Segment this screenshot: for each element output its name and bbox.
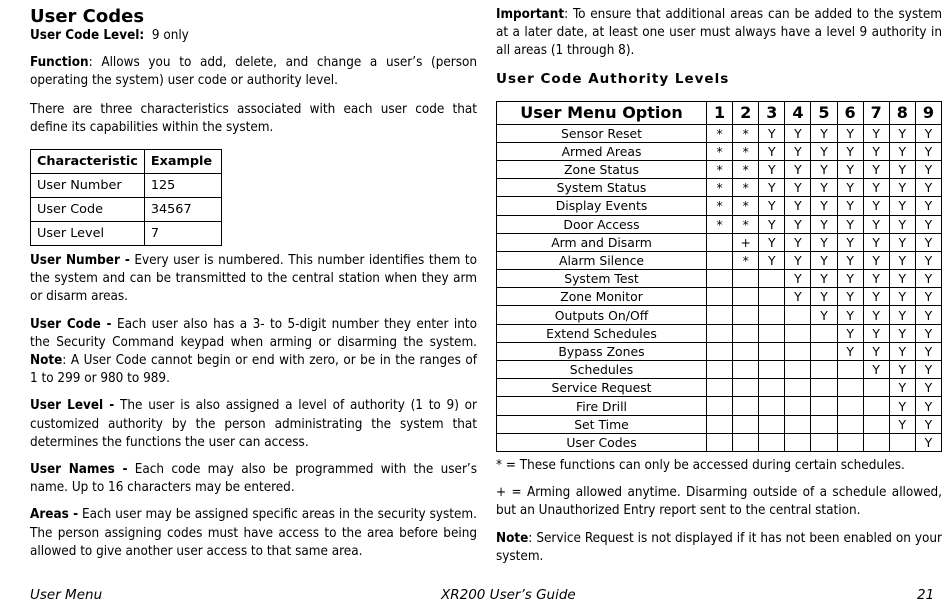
table-cell: User Code xyxy=(31,198,145,222)
level-cell: Y xyxy=(915,215,941,233)
level-cell: Y xyxy=(889,379,915,397)
level-cell: Y xyxy=(759,124,785,142)
level-cell: Y xyxy=(915,233,941,251)
level-cell: Y xyxy=(915,197,941,215)
page-title: User Codes xyxy=(30,6,145,27)
level-cell: Y xyxy=(811,306,837,324)
level-cell: Y xyxy=(785,233,811,251)
header-level-1: 1 xyxy=(707,101,733,124)
level-cell: Y xyxy=(889,342,915,360)
table-row xyxy=(497,397,942,415)
authority-levels-table xyxy=(496,101,942,452)
level-cell xyxy=(707,379,733,397)
level-cell xyxy=(707,433,733,451)
level-cell xyxy=(759,342,785,360)
level-cell xyxy=(733,306,759,324)
level-cell: Y xyxy=(889,197,915,215)
authority-table-body xyxy=(497,124,942,451)
function-paragraph xyxy=(30,54,477,90)
level-cell: Y xyxy=(889,288,915,306)
level-cell: Y xyxy=(889,233,915,251)
level-cell: Y xyxy=(889,215,915,233)
level-cell xyxy=(707,270,733,288)
left-column xyxy=(30,0,477,561)
table-row xyxy=(31,198,222,222)
header-level-3: 3 xyxy=(759,101,785,124)
table-row xyxy=(497,160,942,178)
note-label: Note xyxy=(496,530,529,546)
level-cell: Y xyxy=(915,288,941,306)
level-cell: * xyxy=(707,197,733,215)
level-cell xyxy=(733,288,759,306)
level-cell: Y xyxy=(863,324,889,342)
level-cell xyxy=(837,361,863,379)
function-text: : Allows you to add, delete, and change a user’s (person operating the system) user code or authority level. xyxy=(30,55,477,89)
user-code-level xyxy=(30,27,477,45)
level-cell xyxy=(785,324,811,342)
level-cell: Y xyxy=(863,142,889,160)
table-row xyxy=(31,222,222,246)
level-cell: Y xyxy=(915,361,941,379)
level-cell: Y xyxy=(889,179,915,197)
level-cell: Y xyxy=(759,160,785,178)
table-cell: 34567 xyxy=(144,198,221,222)
level-cell: Y xyxy=(889,251,915,269)
level-cell: Y xyxy=(889,415,915,433)
option-name-cell: Arm and Disarm xyxy=(497,233,707,251)
level-cell: Y xyxy=(811,251,837,269)
level-cell: Y xyxy=(759,179,785,197)
table-cell: 125 xyxy=(144,174,221,198)
level-cell xyxy=(733,379,759,397)
level-cell xyxy=(759,306,785,324)
level-cell xyxy=(707,324,733,342)
level-cell xyxy=(785,397,811,415)
level-cell: Y xyxy=(889,142,915,160)
header-level-8: 8 xyxy=(889,101,915,124)
table-row xyxy=(497,342,942,360)
level-cell xyxy=(759,288,785,306)
option-name-cell: Alarm Silence xyxy=(497,251,707,269)
level-cell: Y xyxy=(915,270,941,288)
level-cell xyxy=(863,379,889,397)
level-cell: Y xyxy=(837,179,863,197)
level-cell: * xyxy=(707,215,733,233)
level-cell xyxy=(707,342,733,360)
level-cell: Y xyxy=(811,288,837,306)
option-name-cell: Schedules xyxy=(497,361,707,379)
level-cell xyxy=(785,306,811,324)
header-level-2: 2 xyxy=(733,101,759,124)
table-row xyxy=(497,251,942,269)
table-cell: User Number xyxy=(31,174,145,198)
areas-text: Each user may be assigned specific areas in the security system. The person assigning codes must have access to the area before being allowed to give another user access to that same area. xyxy=(30,507,477,559)
level-cell: Y xyxy=(837,288,863,306)
option-name-cell: Display Events xyxy=(497,197,707,215)
level-cell: Y xyxy=(759,197,785,215)
option-name-cell: Extend Schedules xyxy=(497,324,707,342)
option-name-cell: Fire Drill xyxy=(497,397,707,415)
level-cell: * xyxy=(733,160,759,178)
level-cell: Y xyxy=(889,160,915,178)
level-cell xyxy=(707,233,733,251)
level-cell: Y xyxy=(863,124,889,142)
level-cell xyxy=(811,433,837,451)
important-text: : To ensure that additional areas can be added to the system at a later date, at least one user must always have a level 9 authority in all areas (1 through 8). xyxy=(496,7,942,59)
level-cell: * xyxy=(707,142,733,160)
level-cell: Y xyxy=(785,288,811,306)
user-code-level-value: 9 only xyxy=(151,28,189,43)
level-cell: Y xyxy=(837,160,863,178)
level-cell: Y xyxy=(785,124,811,142)
table-row xyxy=(497,179,942,197)
level-cell xyxy=(863,433,889,451)
level-cell: Y xyxy=(785,197,811,215)
header-level-6: 6 xyxy=(837,101,863,124)
level-cell: Y xyxy=(785,179,811,197)
table-row xyxy=(31,174,222,198)
level-cell: Y xyxy=(915,179,941,197)
option-name-cell: Bypass Zones xyxy=(497,342,707,360)
level-cell: Y xyxy=(915,433,941,451)
level-cell: Y xyxy=(863,197,889,215)
table-header-row xyxy=(31,150,222,174)
level-cell xyxy=(811,324,837,342)
level-cell: Y xyxy=(889,324,915,342)
level-cell: * xyxy=(707,160,733,178)
level-cell: Y xyxy=(811,160,837,178)
option-name-cell: System Test xyxy=(497,270,707,288)
level-cell: * xyxy=(733,124,759,142)
level-cell: Y xyxy=(863,179,889,197)
level-cell: Y xyxy=(811,233,837,251)
level-cell: * xyxy=(707,124,733,142)
level-cell xyxy=(837,379,863,397)
user-number-text: Every user is numbered. This number identifies them to the system and can be transmitted to the central station when they arm or disarm areas. xyxy=(30,253,477,305)
table-row xyxy=(497,288,942,306)
level-cell: * xyxy=(733,197,759,215)
table-row xyxy=(497,124,942,142)
level-cell: + xyxy=(733,233,759,251)
level-cell xyxy=(707,361,733,379)
level-cell xyxy=(733,270,759,288)
important-paragraph xyxy=(496,6,942,61)
option-name-cell: Service Request xyxy=(497,379,707,397)
user-names-label: User Names - xyxy=(30,462,128,478)
note-text: : Service Request is not displayed if it has not been enabled on your system. xyxy=(496,530,942,564)
level-cell: Y xyxy=(837,215,863,233)
level-cell: Y xyxy=(889,397,915,415)
level-cell: * xyxy=(733,179,759,197)
level-cell xyxy=(785,342,811,360)
table-row xyxy=(497,197,942,215)
areas-label: Areas - xyxy=(30,507,79,523)
level-cell xyxy=(707,415,733,433)
level-cell: Y xyxy=(785,270,811,288)
level-cell xyxy=(837,397,863,415)
table-header-row xyxy=(497,101,942,124)
page-number: 21 xyxy=(917,587,935,603)
level-cell: Y xyxy=(915,124,941,142)
level-cell: Y xyxy=(863,160,889,178)
right-column xyxy=(496,0,942,566)
function-label: Function xyxy=(30,55,89,71)
level-cell: Y xyxy=(811,197,837,215)
table-row xyxy=(497,361,942,379)
level-cell: * xyxy=(733,215,759,233)
table-row xyxy=(497,270,942,288)
level-cell: Y xyxy=(915,160,941,178)
user-number-label: User Number - xyxy=(30,253,130,269)
level-cell xyxy=(733,415,759,433)
level-cell xyxy=(707,306,733,324)
level-cell: Y xyxy=(759,215,785,233)
table-row xyxy=(497,215,942,233)
level-cell: Y xyxy=(915,251,941,269)
table-row xyxy=(497,379,942,397)
level-cell: * xyxy=(733,251,759,269)
important-label: Important xyxy=(496,7,565,22)
user-level-label: User Level - xyxy=(30,398,115,414)
level-cell xyxy=(707,251,733,269)
characteristics-intro: There are three characteristics associated with each user code that define its capabilities within the system. xyxy=(30,101,477,135)
level-cell xyxy=(707,397,733,415)
level-cell: Y xyxy=(915,324,941,342)
header-level-4: 4 xyxy=(785,101,811,124)
level-cell: Y xyxy=(863,342,889,360)
user-names-text: Each code may also be programmed with the user’s name. Up to 16 characters may be entered. xyxy=(30,462,477,496)
authority-table-title: User Code Authority Levels xyxy=(496,70,730,87)
level-cell: Y xyxy=(811,142,837,160)
level-cell: Y xyxy=(863,233,889,251)
level-cell xyxy=(863,415,889,433)
option-name-cell: Zone Status xyxy=(497,160,707,178)
user-code-note-label: Note xyxy=(30,353,63,369)
level-cell: Y xyxy=(863,215,889,233)
level-cell xyxy=(837,433,863,451)
option-name-cell: Sensor Reset xyxy=(497,124,707,142)
option-name-cell: Armed Areas xyxy=(497,142,707,160)
level-cell: Y xyxy=(889,124,915,142)
level-cell: Y xyxy=(837,324,863,342)
table-cell: User Level xyxy=(31,222,145,246)
option-name-cell: System Status xyxy=(497,179,707,197)
level-cell xyxy=(759,270,785,288)
level-cell xyxy=(759,361,785,379)
table-row xyxy=(497,415,942,433)
service-request-note xyxy=(496,530,942,566)
level-cell: Y xyxy=(915,142,941,160)
level-cell: Y xyxy=(889,270,915,288)
user-code-paragraph xyxy=(30,316,477,389)
level-cell: Y xyxy=(837,342,863,360)
header-level-7: 7 xyxy=(863,101,889,124)
level-cell xyxy=(811,415,837,433)
level-cell: Y xyxy=(811,215,837,233)
table-row xyxy=(497,324,942,342)
plus-note: + = Arming allowed anytime. Disarming outside of a schedule allowed, but an Unauthorized Entry report sent to the central station. xyxy=(496,485,942,519)
level-cell: Y xyxy=(785,215,811,233)
option-name-cell: Door Access xyxy=(497,215,707,233)
level-cell: Y xyxy=(915,342,941,360)
header-user-menu-option: User Menu Option xyxy=(497,101,707,124)
level-cell xyxy=(733,342,759,360)
level-cell xyxy=(785,433,811,451)
user-names-paragraph xyxy=(30,461,477,497)
option-name-cell: User Codes xyxy=(497,433,707,451)
level-cell: Y xyxy=(811,124,837,142)
header-level-5: 5 xyxy=(811,101,837,124)
level-cell xyxy=(759,433,785,451)
level-cell xyxy=(733,361,759,379)
user-level-text: The user is also assigned a level of authority (1 to 9) or customized authority by the person administrating the system that determines the functions the user can access. xyxy=(30,398,477,450)
user-code-level-label: User Code Level: xyxy=(30,28,145,43)
level-cell xyxy=(863,397,889,415)
user-code-label: User Code - xyxy=(30,316,112,332)
level-cell: Y xyxy=(863,288,889,306)
footer-left: User Menu xyxy=(30,587,103,603)
level-cell xyxy=(811,379,837,397)
level-cell: Y xyxy=(785,251,811,269)
user-code-text: Each user also has a 3- to 5-digit number they enter into the Security Command keypad when arming or disarming the system. xyxy=(30,316,477,350)
level-cell: Y xyxy=(915,379,941,397)
header-example: Example xyxy=(144,150,221,174)
level-cell: Y xyxy=(863,306,889,324)
level-cell xyxy=(733,324,759,342)
level-cell: Y xyxy=(837,251,863,269)
level-cell xyxy=(811,361,837,379)
level-cell: Y xyxy=(837,197,863,215)
level-cell: * xyxy=(733,142,759,160)
level-cell: Y xyxy=(785,142,811,160)
level-cell xyxy=(759,397,785,415)
level-cell xyxy=(811,342,837,360)
level-cell xyxy=(759,324,785,342)
user-code-note-text: : A User Code cannot begin or end with zero, or be in the ranges of 1 to 299 or 980 to 989. xyxy=(30,353,477,387)
level-cell xyxy=(759,379,785,397)
level-cell xyxy=(785,379,811,397)
level-cell: Y xyxy=(837,270,863,288)
level-cell: Y xyxy=(863,361,889,379)
header-characteristic: Characteristic xyxy=(31,150,145,174)
footer-center: XR200 User’s Guide xyxy=(441,587,576,603)
header-level-9: 9 xyxy=(915,101,941,124)
option-name-cell: Zone Monitor xyxy=(497,288,707,306)
level-cell xyxy=(811,397,837,415)
level-cell: Y xyxy=(759,142,785,160)
level-cell: * xyxy=(707,179,733,197)
level-cell: Y xyxy=(915,415,941,433)
level-cell: Y xyxy=(759,233,785,251)
level-cell: Y xyxy=(811,179,837,197)
level-cell xyxy=(785,361,811,379)
table-row xyxy=(497,142,942,160)
level-cell: Y xyxy=(915,397,941,415)
table-row xyxy=(497,306,942,324)
table-row xyxy=(497,433,942,451)
level-cell xyxy=(707,288,733,306)
option-name-cell: Set Time xyxy=(497,415,707,433)
level-cell: Y xyxy=(811,270,837,288)
areas-paragraph xyxy=(30,506,477,561)
level-cell xyxy=(733,433,759,451)
level-cell: Y xyxy=(863,270,889,288)
level-cell: Y xyxy=(837,142,863,160)
level-cell: Y xyxy=(915,306,941,324)
level-cell: Y xyxy=(837,306,863,324)
table-row xyxy=(497,233,942,251)
table-cell: 7 xyxy=(144,222,221,246)
level-cell: Y xyxy=(863,251,889,269)
level-cell xyxy=(733,397,759,415)
level-cell xyxy=(837,415,863,433)
level-cell: Y xyxy=(837,124,863,142)
option-name-cell: Outputs On/Off xyxy=(497,306,707,324)
level-cell xyxy=(785,415,811,433)
user-number-paragraph xyxy=(30,252,477,307)
user-level-paragraph xyxy=(30,397,477,452)
level-cell: Y xyxy=(889,361,915,379)
characteristics-table xyxy=(30,149,222,246)
level-cell xyxy=(889,433,915,451)
level-cell: Y xyxy=(759,251,785,269)
level-cell: Y xyxy=(785,160,811,178)
level-cell: Y xyxy=(889,306,915,324)
level-cell: Y xyxy=(837,233,863,251)
star-note: * = These functions can only be accessed during certain schedules. xyxy=(496,457,905,473)
level-cell xyxy=(759,415,785,433)
